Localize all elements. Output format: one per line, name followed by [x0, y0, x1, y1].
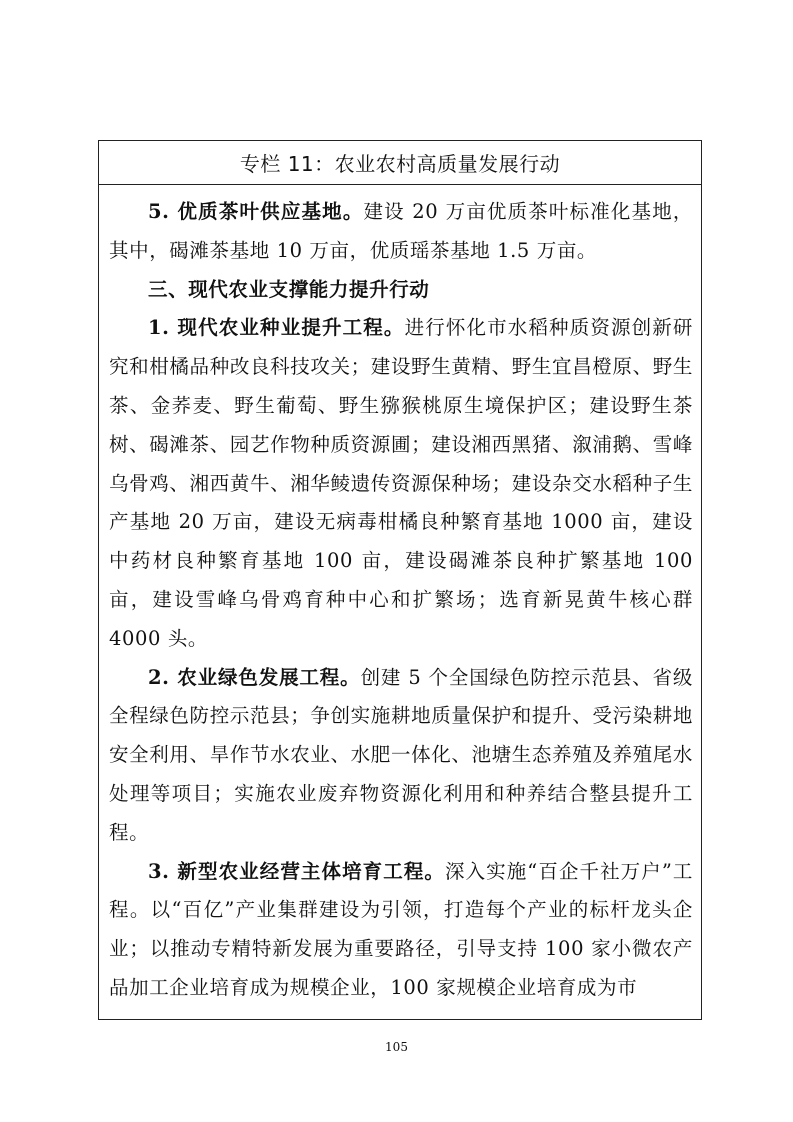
paragraph-text: 创建 5 个全国绿色防控示范县、省级全程绿色防控示范县；争创实施耕地质量保护和提升、受污染耕地安全利用、旱作节水农业、水肥一体化、池塘生态养殖及养殖尾水处理等项目；实施农业废弃物资源化利用和种养结合整县提升工程。 — [109, 665, 693, 844]
column-box — [98, 140, 702, 1020]
column-box-title: 专栏 11：农业农村高质量发展行动 — [99, 141, 701, 185]
paragraph-lead: 2. 农业绿色发展工程。 — [148, 665, 361, 689]
paragraph-new-operators — [109, 853, 693, 1008]
section-heading — [109, 271, 693, 310]
paragraph-seed-industry — [109, 309, 693, 658]
page-number: 105 — [385, 1040, 408, 1054]
paragraph-lead: 1. 现代农业种业提升工程。 — [148, 316, 405, 340]
paragraph-tea-base — [109, 193, 693, 271]
paragraph-lead: 5. 优质茶叶供应基地。 — [148, 200, 364, 223]
paragraph-text: 深入实施“百企千社万户”工程。以“百亿”产业集群建设为引领，打造每个产业的标杆龙头企业；以推动专精特新发展为重要路径，引导支持 100 家小微农产品加工企业培育成为规模企业，100 家规模企业培育成为市 — [109, 859, 693, 999]
column-box-body — [99, 185, 701, 1008]
paragraph-text: 进行怀化市水稻种质资源创新研究和柑橘品种改良科技攻关；建设野生黄精、野生宜昌橙原、野生茶、金荞麦、野生葡萄、野生猕猴桃原生境保护区；建设野生茶树、碣滩茶、园艺作物种质资源圃；建设湘西黑猪、溆浦鹅、雪峰乌骨鸡、湘西黄牛、湘华鲮遗传资源保种场；建设杂交水稻种子生产基地 20 万亩，建设无病毒柑橘良种繁育基地 1000 亩，建设中药材良种繁育基地 100 亩，建设碣滩茶良种扩繁基地 100 亩，建设雪峰乌骨鸡育种中心和扩繁场；选育新晃黄牛核心群 4000 头。 — [109, 316, 694, 650]
paragraph-green-development — [109, 659, 693, 853]
section-heading-text: 三、现代农业支撑能力提升行动 — [148, 277, 430, 301]
paragraph-lead: 3. 新型农业经营主体培育工程。 — [148, 859, 445, 883]
paragraph-text: 建设 20 万亩优质茶叶标准化基地，其中，碣滩茶基地 10 万亩，优质瑶茶基地 1.5 万亩。 — [109, 200, 693, 262]
